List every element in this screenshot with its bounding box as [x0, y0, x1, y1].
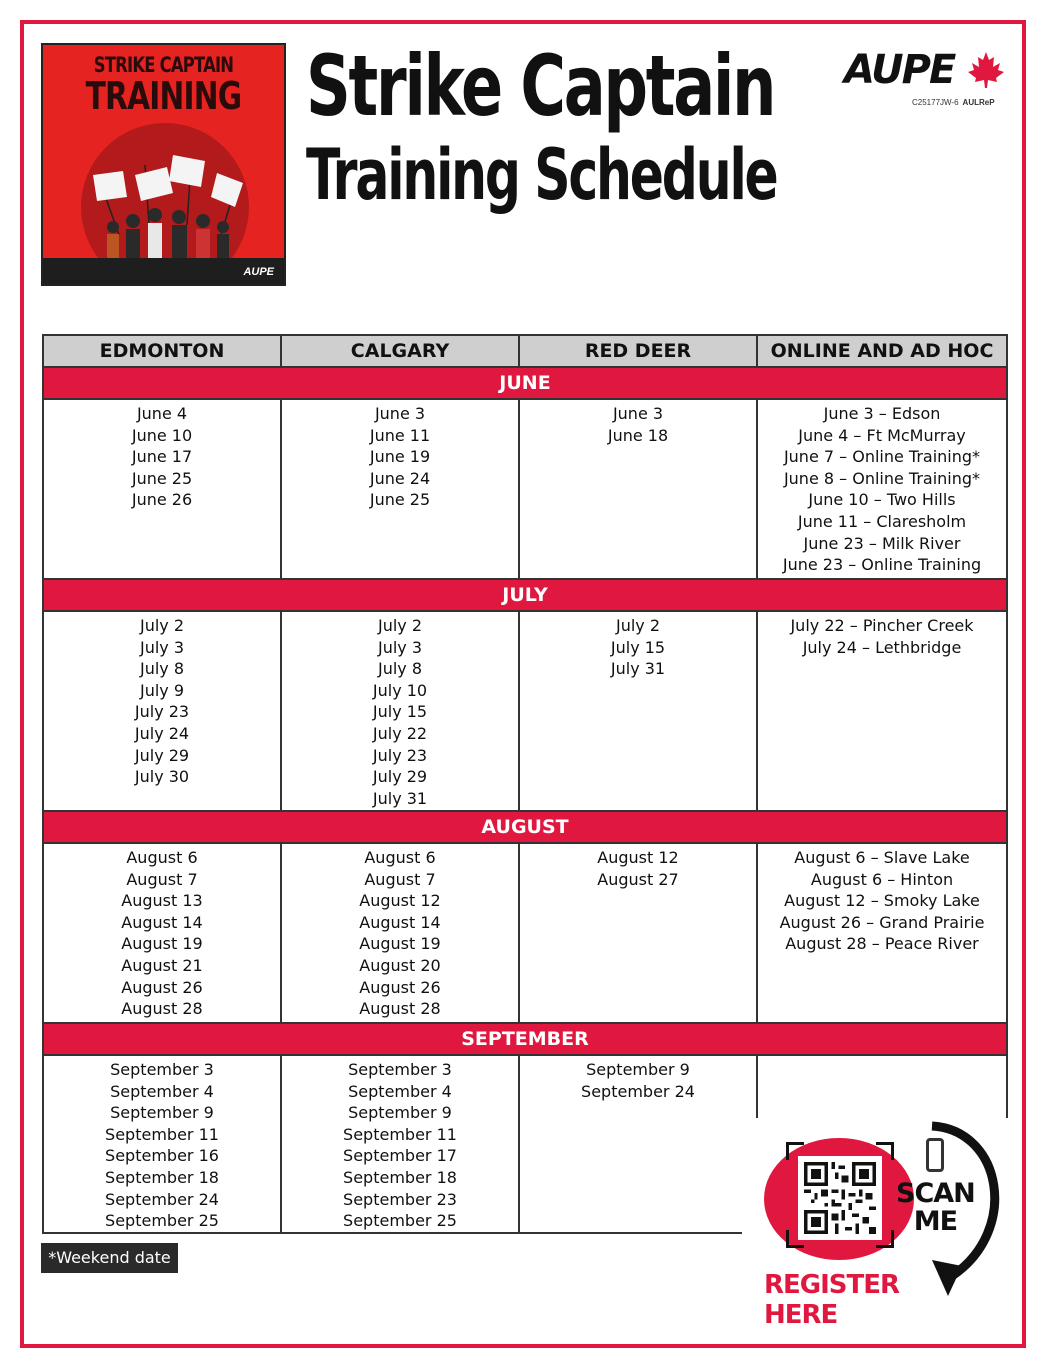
cell-edmonton — [43, 843, 281, 1023]
table-header-row — [43, 335, 1007, 367]
date-entry: June 23 – Online Training — [782, 555, 982, 575]
qr-frame-corner — [786, 1230, 804, 1248]
date-entry: July 24 — [134, 723, 190, 743]
date-entry: August 14 — [359, 912, 441, 932]
date-entry: August 26 – Grand Prairie — [779, 912, 985, 932]
date-entry: August 6 – Hinton — [810, 869, 954, 889]
date-entry: July 2 — [377, 616, 423, 635]
date-entry: September 25 — [343, 1211, 457, 1231]
date-entry: August 28 – Peace River — [785, 934, 979, 954]
date-entry: September 4 — [110, 1081, 214, 1101]
date-entry: July 24 – Lethbridge — [802, 637, 962, 657]
date-entry: August 19 — [359, 934, 441, 954]
date-entry: June 11 — [369, 425, 431, 445]
date-entry: June 19 — [369, 447, 431, 467]
date-entry: August 14 — [121, 912, 203, 932]
cell-calgary — [281, 843, 519, 1023]
date-entry: September 9 — [586, 1060, 690, 1079]
date-entry: July 30 — [134, 767, 190, 787]
date-entry: August 6 — [126, 848, 198, 867]
date-entry: September 25 — [105, 1211, 219, 1231]
date-entry: September 11 — [105, 1124, 219, 1144]
date-entry: July 3 — [139, 637, 185, 657]
date-entry: June 18 — [607, 425, 669, 445]
date-entry: July 31 — [610, 659, 666, 679]
date-entry: September 4 — [348, 1081, 452, 1101]
date-entry: July 15 — [610, 637, 666, 657]
poster-aupe-logo: AUPE — [243, 266, 274, 278]
aupe-logo — [844, 47, 1010, 98]
cell-calgary — [281, 1055, 519, 1233]
date-entry: September 16 — [105, 1146, 219, 1166]
date-entry: July 22 – Pincher Creek — [790, 616, 974, 635]
cell-edmonton — [43, 1055, 281, 1233]
date-entry: August 27 — [597, 869, 679, 889]
date-entry: July 2 — [615, 616, 661, 635]
date-entry: June 23 – Milk River — [803, 533, 961, 553]
qr-frame-corner — [876, 1142, 894, 1160]
date-entry: August 26 — [359, 977, 441, 997]
poster-thumbnail — [41, 43, 286, 286]
cell-online-ad-hoc — [757, 843, 1007, 1023]
date-entry: July 8 — [139, 659, 185, 679]
aupe-logo-text: AUPE — [844, 47, 955, 93]
date-entry: September 18 — [343, 1167, 457, 1187]
scan-line1: SCAN — [896, 1178, 975, 1209]
cell-online-ad-hoc — [757, 399, 1007, 579]
date-entry: July 31 — [372, 788, 428, 808]
table-row — [43, 611, 1007, 811]
cell-red-deer — [519, 399, 757, 579]
date-entry: September 11 — [343, 1124, 457, 1144]
date-entry: July 23 — [134, 702, 190, 722]
date-entry: June 8 – Online Training* — [783, 468, 981, 488]
month-label: AUGUST — [43, 811, 1007, 843]
date-entry: June 26 — [131, 490, 193, 510]
month-header-row — [43, 367, 1007, 399]
month-label: JUNE — [43, 367, 1007, 399]
date-entry: August 19 — [121, 934, 203, 954]
header-red-deer: RED DEER — [519, 335, 757, 367]
qr-code-icon[interactable] — [798, 1156, 882, 1240]
scan-line2: ME — [913, 1206, 958, 1237]
date-entry: August 26 — [121, 977, 203, 997]
date-entry: June 4 – Ft McMurray — [798, 425, 966, 445]
date-entry: June 25 — [131, 468, 193, 488]
date-entry: July 8 — [377, 659, 423, 679]
poster-title-line1: STRIKE CAPTAIN — [93, 53, 234, 77]
date-entry: June 3 – Edson — [823, 404, 941, 423]
cell-online-ad-hoc — [757, 611, 1007, 811]
date-entry: September 24 — [105, 1189, 219, 1209]
date-entry: September 3 — [348, 1060, 452, 1079]
header-online-ad-hoc: ONLINE AND AD HOC — [757, 335, 1007, 367]
date-entry: August 28 — [121, 999, 203, 1019]
date-entry: August 28 — [359, 999, 441, 1019]
date-entry: September 17 — [343, 1146, 457, 1166]
cell-red-deer — [519, 611, 757, 811]
page-title: Strike Captain — [306, 37, 775, 135]
date-entry: June 10 – Two Hills — [808, 490, 956, 510]
poster-title-line2: TRAINING — [85, 74, 242, 118]
register-here-link[interactable] — [764, 1270, 899, 1330]
phone-icon — [926, 1138, 944, 1172]
date-entry: July 3 — [377, 637, 423, 657]
qr-frame-corner — [876, 1230, 894, 1248]
date-entry: September 9 — [348, 1103, 452, 1123]
date-entry: June 25 — [369, 490, 431, 510]
date-entry: September 9 — [110, 1103, 214, 1123]
page-subtitle: Training Schedule — [306, 134, 777, 216]
date-entry: August 7 — [364, 869, 436, 889]
schedule-table — [42, 334, 1008, 1237]
date-entry: August 12 — [597, 848, 679, 867]
header-calgary: CALGARY — [281, 335, 519, 367]
table-row — [43, 399, 1007, 579]
header-edmonton: EDMONTON — [43, 335, 281, 367]
register-line2: HERE — [764, 1300, 838, 1330]
date-entry: July 23 — [372, 745, 428, 765]
month-label: SEPTEMBER — [43, 1023, 1007, 1055]
month-header-row — [43, 1023, 1007, 1055]
qr-frame-corner — [786, 1142, 804, 1160]
date-entry: June 7 – Online Training* — [783, 447, 981, 467]
table-row — [43, 843, 1007, 1023]
document-code-text: C25177JW-6 — [912, 98, 959, 107]
date-entry: June 11 – Claresholm — [797, 511, 967, 531]
date-entry: September 18 — [105, 1167, 219, 1187]
register-line1: REGISTER — [764, 1270, 900, 1300]
date-entry: August 12 — [359, 891, 441, 911]
date-entry: July 29 — [372, 767, 428, 787]
date-entry: August 7 — [126, 869, 198, 889]
date-entry: June 10 — [131, 425, 193, 445]
cell-edmonton — [43, 399, 281, 579]
date-entry: July 10 — [372, 680, 428, 700]
date-entry: August 6 — [364, 848, 436, 867]
cell-red-deer — [519, 843, 757, 1023]
date-entry: September 23 — [343, 1189, 457, 1209]
date-entry: July 29 — [134, 745, 190, 765]
cell-calgary — [281, 399, 519, 579]
date-entry: August 20 — [359, 955, 441, 975]
scan-me-label — [896, 1180, 975, 1236]
date-entry: September 24 — [581, 1081, 695, 1101]
date-entry: June 24 — [369, 468, 431, 488]
date-entry: July 22 — [372, 723, 428, 743]
date-entry: August 21 — [121, 955, 203, 975]
maple-leaf-icon — [966, 50, 1006, 90]
date-entry: June 4 — [136, 404, 188, 423]
cell-red-deer — [519, 1055, 757, 1233]
date-entry: August 13 — [121, 891, 203, 911]
month-header-row — [43, 811, 1007, 843]
date-entry: September 3 — [110, 1060, 214, 1079]
date-entry: June 3 — [612, 404, 664, 423]
document-code — [912, 98, 995, 107]
date-entry: July 9 — [139, 680, 185, 700]
cell-calgary — [281, 611, 519, 811]
date-entry: August 6 – Slave Lake — [794, 848, 970, 867]
date-entry: June 17 — [131, 447, 193, 467]
weekend-footnote: *Weekend date — [41, 1243, 178, 1273]
month-label: JULY — [43, 579, 1007, 611]
month-header-row — [43, 579, 1007, 611]
date-entry: August 12 – Smoky Lake — [784, 891, 980, 911]
date-entry: June 3 — [374, 404, 426, 423]
union-label: AULReP — [962, 98, 995, 107]
cell-edmonton — [43, 611, 281, 811]
register-qr-block[interactable] — [742, 1118, 1018, 1340]
date-entry: July 2 — [139, 616, 185, 635]
date-entry: July 15 — [372, 702, 428, 722]
